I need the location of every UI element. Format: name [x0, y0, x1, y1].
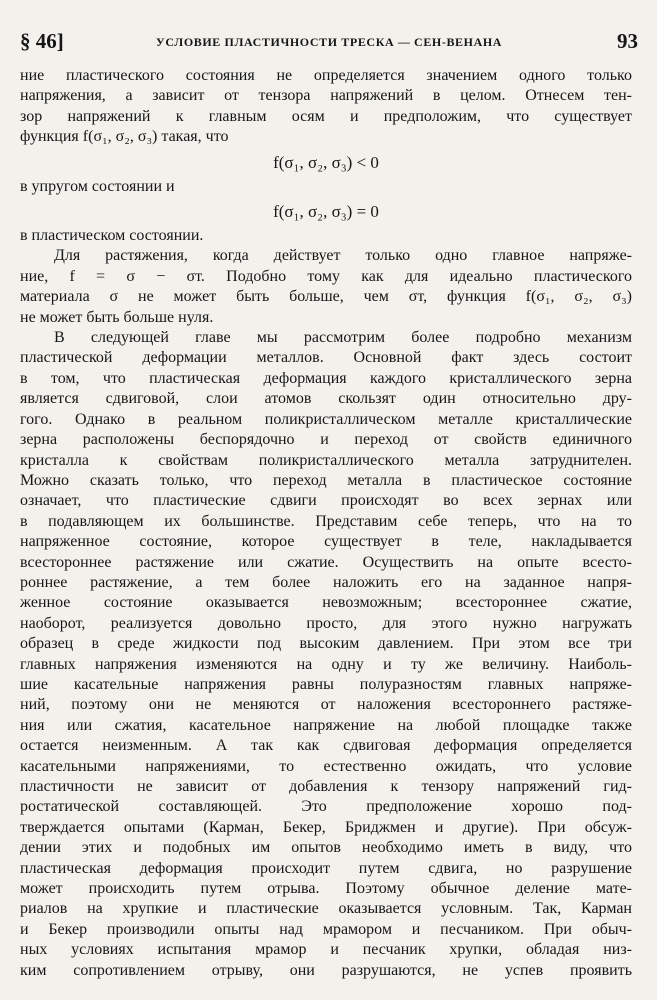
text-line: ние, f = σ − σт. Подобно тому как для идеально пластического — [20, 267, 632, 285]
paragraph-tension — [20, 246, 632, 328]
formula-elastic: f(σ₁, σ₂, σ₃) < 0 — [273, 152, 379, 172]
text-line: наоборот, реализуется довольно просто, для этого нужно нагружать — [20, 614, 632, 632]
text-line: и Бекер производили опыты над мрамором и песчаником. При обыч- — [20, 920, 632, 938]
text-line: является сдвиговой, слои атомов скользят один относительно дру- — [20, 390, 632, 408]
text-line: ростатической составляющей. Это предположение хорошо под- — [20, 798, 632, 816]
running-title: УСЛОВИЕ ПЛАСТИЧНОСТИ ТРЕСКА — СЕН-ВЕНАНА — [155, 35, 503, 49]
text-line: ных условиях испытания мрамор и песчаник хрупки, обладая низ- — [20, 941, 632, 959]
text-line: напряжения, а зависит от тензора напряжений в целом. Отнесем тен- — [20, 87, 632, 105]
text-line: материала σ не может быть больше, чем σт, функция f(σ₁, σ₂, σ₃) — [20, 288, 632, 306]
text-line: в пластическом состоянии. — [20, 227, 204, 245]
text-line: ким сопротивлением отрыву, они разрушаются, не успев проявить — [20, 961, 632, 979]
text-line: касательными напряжениями, то естественно ожидать, что условие — [20, 757, 632, 775]
page-body — [20, 66, 632, 981]
text-line: женное состояние оказывается невозможным; всестороннее сжатие, — [20, 594, 632, 612]
text-line: Для растяжения, когда действует только одно главное напряже- — [54, 247, 632, 265]
formula-plastic: f(σ₁, σ₂, σ₃) = 0 — [273, 202, 379, 222]
text-line: ние пластического состояния не определяется значением одного только — [20, 67, 632, 84]
text-line: не может быть больше нуля. — [20, 308, 214, 326]
text-line: пластической деформации металлов. Основной факт здесь состоит — [20, 349, 632, 367]
text-line: гого. Однако в реальном поликристаллическом металле кристаллические — [20, 410, 632, 428]
text-line: пластическая деформация происходит путем сдвига, но разрушение — [20, 859, 632, 877]
text-line: тверждается опытами (Карман, Бекер, Бриджмен и другие). При обсуж- — [20, 818, 632, 836]
text-line: В следующей главе мы рассмотрим более подробно механизм — [54, 329, 632, 347]
paragraph-continuation — [20, 66, 632, 148]
text-line: напряженное состояние, которое существует в теле, накладывается — [20, 533, 632, 551]
text-line: в упругом состоянии и — [20, 177, 175, 195]
text-line: ний, поэтому они не меняются от наложения всестороннего растяже- — [20, 696, 632, 714]
text-line: образец в среде жидкости под высоким давлением. При этом все три — [20, 635, 632, 653]
text-line: зор напряжений к главным осям и предположим, что существует — [20, 107, 632, 125]
text-line: Можно сказать только, что переход металла в пластическое состояние — [20, 471, 632, 489]
text-line: главных напряжения изменяются на одну и ту же величину. Наиболь- — [20, 655, 632, 673]
text-line: пластичности не зависит от добавления к тензору напряжений гид- — [20, 778, 632, 795]
text-line: дении этих и подобных им опытов необходимо иметь в виду, что — [20, 839, 632, 857]
text-line: в том, что пластическая деформация каждого кристаллического зерна — [20, 369, 632, 387]
section-reference: § 46] — [20, 29, 64, 53]
page-number: 93 — [617, 29, 638, 53]
text-line: всестороннее растяжение или сжатие. Осуществить на опыте всесто- — [20, 553, 632, 571]
text-line: шие касательные напряжения равны полуразностям главных напряже- — [20, 675, 632, 693]
text-line: ния или сжатия, касательное напряжение на любой площадке также — [20, 716, 632, 734]
text-line: кристалла к свойствам поликристаллического металла затруднителен. — [20, 451, 632, 469]
text-line: в подавляющем их большинстве. Представим себе теперь, что на то — [20, 512, 632, 530]
text-line: зерна расположены беспорядочно и переход от свойств единичного — [20, 431, 632, 449]
paragraph-mechanism — [20, 328, 632, 981]
text-line: роннее растяжение, а тем более наложить его на заданное напря- — [20, 573, 632, 591]
text-line: риалов на хрупкие и пластические оказывается условным. Так, Карман — [20, 900, 632, 918]
text-line: означает, что пластические сдвиги происходят во всех зернах или — [20, 492, 632, 510]
text-line: может происходить путем отрыва. Поэтому обычное деление мате- — [20, 880, 632, 898]
text-line: функция f(σ₁, σ₂, σ₃) такая, что — [20, 128, 229, 146]
running-header — [20, 29, 638, 57]
text-line: остается неизменным. А так как сдвиговая деформация определяется — [20, 737, 632, 755]
